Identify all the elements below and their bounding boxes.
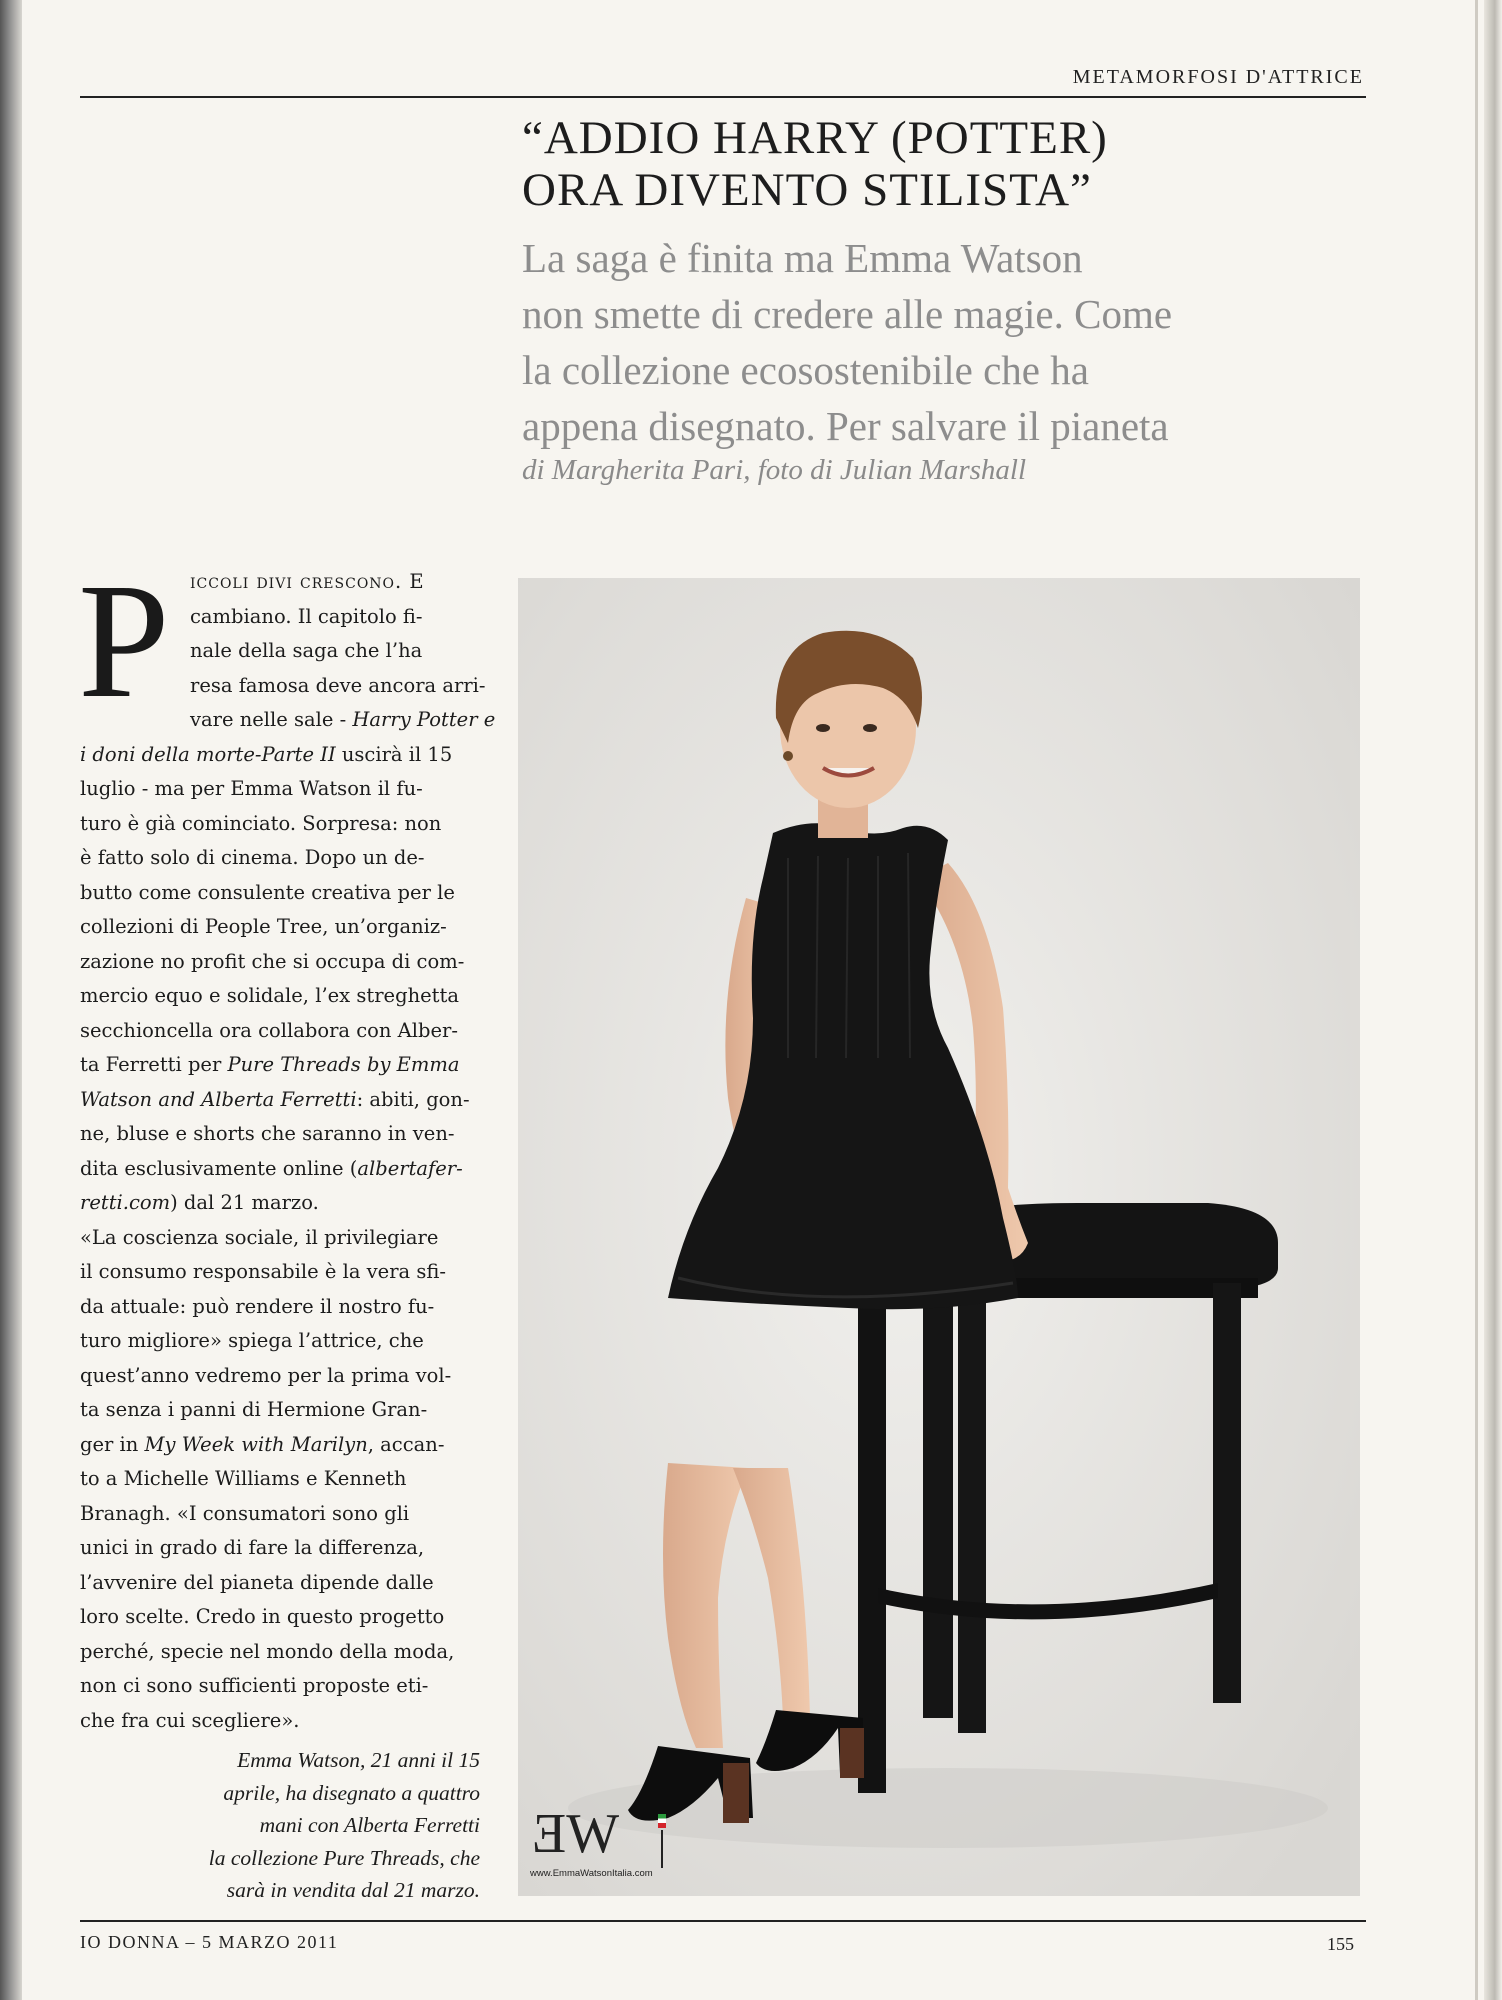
body-line: ta senza i panni di Hermione Gran- [80,1398,428,1421]
page-edge [1484,0,1502,2000]
body-line: unici in grado di fare la differenza, [80,1536,425,1559]
caption-line: la collezione Pure Threads, che [208,1845,480,1870]
body-line: non ci sono sufficienti proposte eti- [80,1674,429,1697]
italy-flag-icon [658,1814,666,1828]
body-line: Watson and Alberta Ferretti: abiti, gon- [80,1087,470,1111]
folio-issue: IO DONNA – 5 MARZO 2011 [80,1932,339,1952]
deck-line-3: la collezione ecosostenibile che ha [522,347,1089,393]
body-line: loro scelte. Credo in questo progetto [80,1605,445,1628]
caption-line: Emma Watson, 21 anni il 15 [237,1748,480,1772]
body-line: cambiano. Il capitolo fi- [190,604,423,628]
deck [522,230,1372,454]
body-line: che fra cui scegliere». [80,1708,300,1732]
body-line: retti.com) dal 21 marzo. [80,1191,319,1214]
drop-cap: P [78,549,170,732]
body-line: da attuale: può rendere il nostro fu- [80,1294,435,1318]
body-line: ger in My Week with Marilyn, accan- [80,1432,445,1456]
body-line: iccoli divi crescono. E [190,570,425,593]
body-line: secchioncella ora collabora con Alber- [80,1018,458,1042]
portrait-illustration [518,578,1360,1896]
page-spine-shadow [0,0,22,2000]
body-line: butto come consulente creativa per le [80,880,455,904]
deck-line-2: non smette di credere alle magie. Come [522,291,1173,337]
body-line: i doni della morte-Parte II uscirà il 15 [80,742,453,766]
body-line: zazione no profit che si occupa di com- [80,949,465,973]
body-line: Branagh. «I consumatori sono gli [80,1501,410,1525]
headline-line-1: “ADDIO HARRY (POTTER) [522,112,1108,164]
body-line: «La coscienza sociale, il privilegiare [80,1225,439,1249]
body-line: resa famosa deve ancora arri- [190,673,486,697]
body-line: l’avvenire del pianeta dipende dalle [80,1570,434,1594]
photo-caption [130,1744,480,1907]
body-line: luglio - ma per Emma Watson il fu- [80,777,423,800]
headline [522,112,1372,216]
body-line: perché, specie nel mondo della moda, [80,1639,455,1663]
body-line: to a Michelle Williams e Kenneth [80,1467,407,1490]
body-line: dita esclusivamente online (albertafer- [80,1156,463,1180]
section-kicker: METAMORFOSI D'ATTRICE [1072,66,1364,88]
body-line: ne, bluse e shorts che saranno in ven- [80,1122,455,1145]
body-line: quest’anno vedremo per la prima vol- [80,1363,452,1387]
deck-line-4: appena disegnato. Per salvare il pianeta [522,403,1169,449]
watermark [530,1803,700,1880]
page-number: 155 [1327,1934,1354,1954]
watermark-logo: ƎW [532,1803,620,1865]
watermark-url: www.EmmaWatsonItalia.com [530,1868,653,1879]
eye-left [816,724,830,732]
headline-line-2: ORA DIVENTO STILISTA” [522,164,1092,216]
body-line: vare nelle sale - Harry Potter e [190,708,496,731]
byline: di Margherita Pari, foto di Julian Marshall [522,454,1027,486]
caption-line: mani con Alberta Ferretti [259,1813,480,1837]
caption-line: aprile, ha disegnato a quattro [223,1780,480,1805]
bottom-rule [80,1920,1366,1922]
portrait-photo [518,578,1360,1896]
eye-right [863,724,877,732]
watermark-divider [661,1830,663,1868]
body-line: il consumo responsabile è la vera sfi- [80,1260,446,1283]
body-line: è fatto solo di cinema. Dopo un de- [80,846,425,869]
page-edge-line [1475,0,1478,2000]
body-line: turo migliore» spiega l’attrice, che [80,1329,424,1352]
top-rule [80,96,1366,98]
body-line: mercio equo e solidale, l’ex streghetta [80,984,459,1007]
body-line: nale della saga che l’ha [190,639,423,662]
article-body [78,549,496,1738]
deck-line-1: La saga è finita ma Emma Watson [522,235,1083,281]
body-line: collezioni di People Tree, un’organiz- [80,915,447,938]
body-line: turo è già cominciato. Sorpresa: non [80,811,442,835]
body-line: ta Ferretti per Pure Threads by Emma [80,1053,460,1076]
caption-line: sarà in vendita dal 21 marzo. [226,1878,480,1902]
earring [783,751,793,761]
